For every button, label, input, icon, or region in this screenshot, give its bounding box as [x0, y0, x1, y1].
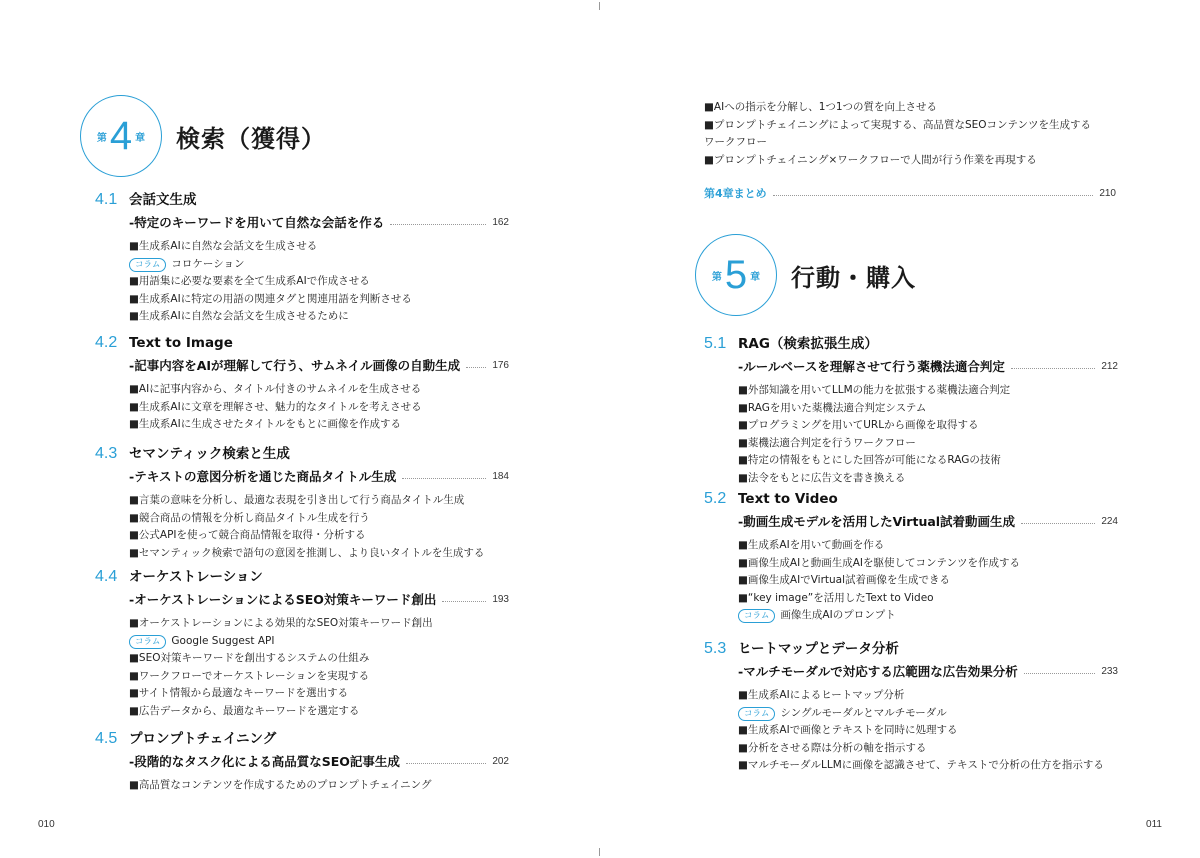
- toc-item[interactable]: [129, 238, 509, 256]
- toc-item-text: ■法令をもとに広告文を書き換える: [738, 471, 906, 484]
- column-badge: コラム: [129, 258, 166, 272]
- section-heading[interactable]: [95, 565, 509, 586]
- section-title: Text to Video: [738, 491, 838, 507]
- toc-item-text: ■“key image”を活用したText to Video: [738, 591, 934, 604]
- toc-item-text: コロケーション: [171, 257, 245, 270]
- toc-item[interactable]: [129, 510, 509, 528]
- section-items: [129, 381, 509, 434]
- section-items: [129, 615, 509, 721]
- section-subtitle: -特定のキーワードを用いて自然な会話を作る: [129, 215, 385, 230]
- summary-page-number: 210: [1099, 187, 1116, 199]
- toc-section-5-3: [704, 637, 1118, 775]
- section-subtitle-row[interactable]: [129, 356, 509, 374]
- section-number: 4.4: [95, 568, 118, 585]
- column-item[interactable]: [129, 256, 509, 274]
- toc-item[interactable]: [704, 152, 1091, 170]
- toc-item[interactable]: [738, 572, 1118, 590]
- section-page-number: 162: [492, 216, 509, 228]
- column-item[interactable]: [738, 705, 1118, 723]
- section-subtitle-row[interactable]: [129, 590, 509, 608]
- section-subtitle-row[interactable]: [738, 512, 1118, 530]
- toc-item-text: ■生成系AIに特定の用語の関連タグと関連用語を判断させる: [129, 292, 412, 305]
- toc-item-text: シングルモーダルとマルチモーダル: [780, 706, 947, 719]
- toc-section-4-1: [95, 188, 509, 326]
- section-heading[interactable]: [704, 637, 1118, 658]
- chapter-label-suffix: 章: [135, 132, 146, 144]
- toc-item[interactable]: [704, 117, 1091, 135]
- toc-item[interactable]: [129, 615, 509, 633]
- chapter-label-prefix: 第: [96, 132, 107, 144]
- toc-item-text: ■生成系AIを用いて動画を作る: [738, 539, 885, 551]
- section-heading[interactable]: [704, 332, 1118, 353]
- section-subtitle: -ルールベースを理解させて行う薬機法適合判定: [738, 359, 1005, 374]
- chapter-title: 行動・購入: [791, 263, 916, 292]
- folio-left: 010: [38, 819, 55, 830]
- leader-dots: [390, 224, 486, 225]
- toc-item[interactable]: [129, 399, 509, 417]
- column-badge: コラム: [738, 609, 775, 623]
- right-page: [600, 0, 1200, 858]
- toc-item-text: ■広告データから、最適なキーワードを選定する: [129, 704, 360, 717]
- section-title: Text to Image: [129, 335, 233, 351]
- section-subtitle-row[interactable]: [738, 357, 1118, 375]
- toc-item-text: ■生成系AIで画像とテキストを同時に処理する: [738, 724, 958, 737]
- toc-item[interactable]: [738, 740, 1118, 758]
- leader-dots: [1011, 368, 1095, 369]
- section-heading[interactable]: [95, 727, 509, 748]
- chapter-label-suffix: 章: [750, 271, 761, 283]
- toc-item[interactable]: [704, 99, 1091, 117]
- section-subtitle-row[interactable]: [129, 752, 509, 770]
- toc-item[interactable]: [738, 400, 1118, 418]
- section-subtitle: -マルチモーダルで対応する広範囲な広告効果分析: [738, 664, 1018, 679]
- toc-section-4-3: [95, 442, 509, 562]
- toc-item[interactable]: [738, 590, 1118, 608]
- toc-section-5-2: [704, 490, 1118, 625]
- column-item[interactable]: [738, 607, 1118, 625]
- toc-item[interactable]: [129, 273, 509, 291]
- section-items: [738, 537, 1118, 625]
- chapter-title: 検索（獲得）: [176, 124, 326, 153]
- chapter-4-heading: [80, 95, 326, 177]
- toc-item-text: ■公式APIを使って競合商品情報を取得・分析する: [129, 529, 366, 542]
- toc-item[interactable]: [129, 291, 509, 309]
- toc-item-text: ■言葉の意味を分析し、最適な表現を引き出して行う商品タイトル生成: [129, 494, 465, 506]
- toc-item[interactable]: [738, 452, 1118, 470]
- section-items: [129, 492, 509, 562]
- chapter-5-badge: [695, 234, 777, 316]
- leader-dots: [1024, 673, 1096, 674]
- toc-item-text: ■高品質なコンテンツを作成するためのプロンプトチェイニング: [129, 779, 432, 791]
- chapter-label-prefix: 第: [711, 271, 722, 283]
- toc-item[interactable]: [738, 417, 1118, 435]
- section-items: [129, 777, 509, 795]
- leader-dots: [442, 601, 486, 602]
- toc-item[interactable]: [129, 416, 509, 434]
- section-subtitle: -動画生成モデルを活用したVirtual試着動画生成: [738, 514, 1016, 529]
- toc-section-5-1: [704, 332, 1118, 488]
- leader-dots: [406, 763, 486, 764]
- toc-item[interactable]: [704, 134, 1091, 152]
- section-number: 4.3: [95, 445, 118, 462]
- chapter-number: 4: [109, 114, 133, 158]
- toc-item-text: ■オーケストレーションによる効果的なSEO対策キーワード創出: [129, 617, 433, 629]
- toc-item-text: ■プロンプトチェイニングによって実現する、高品質なSEOコンテンツを生成する: [704, 118, 1092, 131]
- section-number: 5.3: [704, 640, 727, 657]
- section-heading[interactable]: [704, 490, 1118, 508]
- section-page-number: 202: [492, 755, 509, 767]
- section-items: [738, 382, 1118, 488]
- section-number: 5.1: [704, 335, 727, 352]
- leader-dots: [1021, 523, 1095, 524]
- toc-section-4-2: [95, 334, 509, 434]
- toc-item-text: ■特定の情報をもとにした回答が可能になるRAGの技術: [738, 454, 1001, 467]
- section-page-number: 233: [1101, 665, 1118, 677]
- section-number: 4.1: [95, 191, 118, 208]
- section-subtitle: -オーケストレーションによるSEO対策キーワード創出: [129, 592, 437, 607]
- toc-section-4-4: [95, 565, 509, 721]
- toc-item-text: ■RAGを用いた薬機法適合判定システム: [738, 401, 927, 414]
- toc-item-text: ■生成系AIに自然な会話文を生成させる: [129, 240, 318, 252]
- toc-item[interactable]: [738, 722, 1118, 740]
- section-page-number: 224: [1101, 515, 1118, 527]
- toc-item-text: ■用語集に必要な要素を全て生成系AIで作成させる: [129, 275, 370, 288]
- toc-item-text: ■SEO対策キーワードを創出するシステムの仕組み: [129, 652, 370, 665]
- toc-item-text: ■プロンプトチェイニング×ワークフローで人間が行う作業を再現する: [704, 153, 1037, 166]
- toc-item[interactable]: [738, 537, 1118, 555]
- section-number: 5.2: [704, 490, 727, 507]
- section-number: 4.2: [95, 334, 118, 351]
- toc-item-text: ■生成系AIに自然な会話文を生成させるために: [129, 310, 349, 323]
- toc-item-text: ■競合商品の情報を分析し商品タイトル生成を行う: [129, 511, 370, 524]
- section-subtitle: -記事内容をAIが理解して行う、サムネイル画像の自動生成: [129, 358, 461, 373]
- toc-item[interactable]: [738, 470, 1118, 488]
- leader-dots: [402, 478, 486, 479]
- summary-label[interactable]: 第4章まとめ: [704, 187, 767, 200]
- toc-item[interactable]: [738, 555, 1118, 573]
- toc-item-text: ■セマンティック検索で語句の意図を推測し、より良いタイトルを生成する: [129, 546, 485, 559]
- toc-item[interactable]: [738, 757, 1118, 775]
- section-page-number: 193: [492, 593, 509, 605]
- section-subtitle-row[interactable]: [129, 213, 509, 231]
- toc-item-text: ワークフロー: [704, 136, 767, 149]
- folio-right: 011: [1146, 819, 1162, 830]
- section-page-number: 212: [1101, 360, 1118, 372]
- section-title: オーケストレーション: [129, 569, 263, 585]
- section-subtitle-row[interactable]: [738, 662, 1118, 680]
- section-title: 会話文生成: [129, 192, 197, 208]
- section-title: プロンプトチェイニング: [129, 731, 277, 747]
- toc-item[interactable]: [738, 435, 1118, 453]
- chapter-number: 5: [724, 253, 748, 297]
- section-title: ヒートマップとデータ分析: [738, 641, 899, 657]
- column-badge: コラム: [129, 635, 166, 649]
- section-number: 4.5: [95, 730, 118, 747]
- chapter-5-heading: [695, 234, 916, 316]
- toc-item-text: ■画像生成AIでVirtual試着画像を生成できる: [738, 574, 951, 587]
- chapter-4-summary: [704, 185, 1116, 201]
- toc-item-text: ■分析をさせる際は分析の軸を指示する: [738, 741, 927, 754]
- section-heading[interactable]: [95, 334, 509, 352]
- toc-item-text: ■生成系AIに文章を理解させ、魅力的なタイトルを考えさせる: [129, 400, 422, 413]
- toc-item-text: Google Suggest API: [171, 634, 275, 647]
- toc-item[interactable]: [129, 777, 509, 795]
- toc-item[interactable]: [129, 545, 509, 563]
- toc-item[interactable]: [129, 650, 509, 668]
- toc-section-4-5: [95, 727, 509, 795]
- section-page-number: 184: [492, 470, 509, 482]
- toc-item-text: ■サイト情報から最適なキーワードを選出する: [129, 687, 349, 700]
- toc-item-text: ■AIへの指示を分解し、1つ1つの質を向上させる: [704, 101, 938, 113]
- toc-item-text: ■AIに記事内容から、タイトル付きのサムネイルを生成させる: [129, 383, 422, 395]
- toc-item-text: ■薬機法適合判定を行うワークフロー: [738, 436, 916, 449]
- leader-dots: [466, 367, 486, 368]
- toc-item[interactable]: [129, 492, 509, 510]
- toc-item[interactable]: [738, 382, 1118, 400]
- toc-item[interactable]: [129, 703, 509, 721]
- toc-item-text: ■生成系AIに生成させたタイトルをもとに画像を作成する: [129, 418, 401, 431]
- column-badge: コラム: [738, 707, 775, 721]
- toc-item[interactable]: [129, 685, 509, 703]
- toc-item-text: ■外部知識を用いてLLMの能力を拡張する薬機法適合判定: [738, 384, 1011, 396]
- section-heading[interactable]: [95, 442, 509, 463]
- section-subtitle: -段階的なタスク化による高品質なSEO記事生成: [129, 754, 400, 769]
- chapter-4-badge: [80, 95, 162, 177]
- toc-item-text: ■画像生成AIと動画生成AIを駆使してコンテンツを作成する: [738, 556, 1020, 569]
- section-subtitle-row[interactable]: [129, 467, 509, 485]
- section-items: [738, 687, 1118, 775]
- toc-item-text: ■プログラミングを用いてURLから画像を取得する: [738, 419, 979, 432]
- toc-item-text: ■生成系AIによるヒートマップ分析: [738, 689, 905, 701]
- section-page-number: 176: [492, 359, 509, 371]
- section-title: RAG（検索拡張生成）: [738, 336, 878, 352]
- continued-items: [704, 99, 1091, 169]
- section-heading[interactable]: [95, 188, 509, 209]
- toc-item[interactable]: [129, 668, 509, 686]
- toc-item-text: ■ワークフローでオーケストレーションを実現する: [129, 669, 370, 682]
- section-title: セマンティック検索と生成: [129, 446, 290, 462]
- toc-item-text: ■マルチモーダルLLMに画像を認識させて、テキストで分析の仕方を指示する: [738, 759, 1104, 772]
- toc-item[interactable]: [738, 687, 1118, 705]
- toc-item[interactable]: [129, 381, 509, 399]
- toc-item[interactable]: [129, 527, 509, 545]
- column-item[interactable]: [129, 633, 509, 651]
- leader-dots: [773, 195, 1094, 196]
- section-subtitle: -テキストの意図分析を通じた商品タイトル生成: [129, 469, 397, 484]
- section-items: [129, 238, 509, 326]
- toc-item[interactable]: [129, 308, 509, 326]
- toc-item-text: 画像生成AIのプロンプト: [780, 609, 896, 622]
